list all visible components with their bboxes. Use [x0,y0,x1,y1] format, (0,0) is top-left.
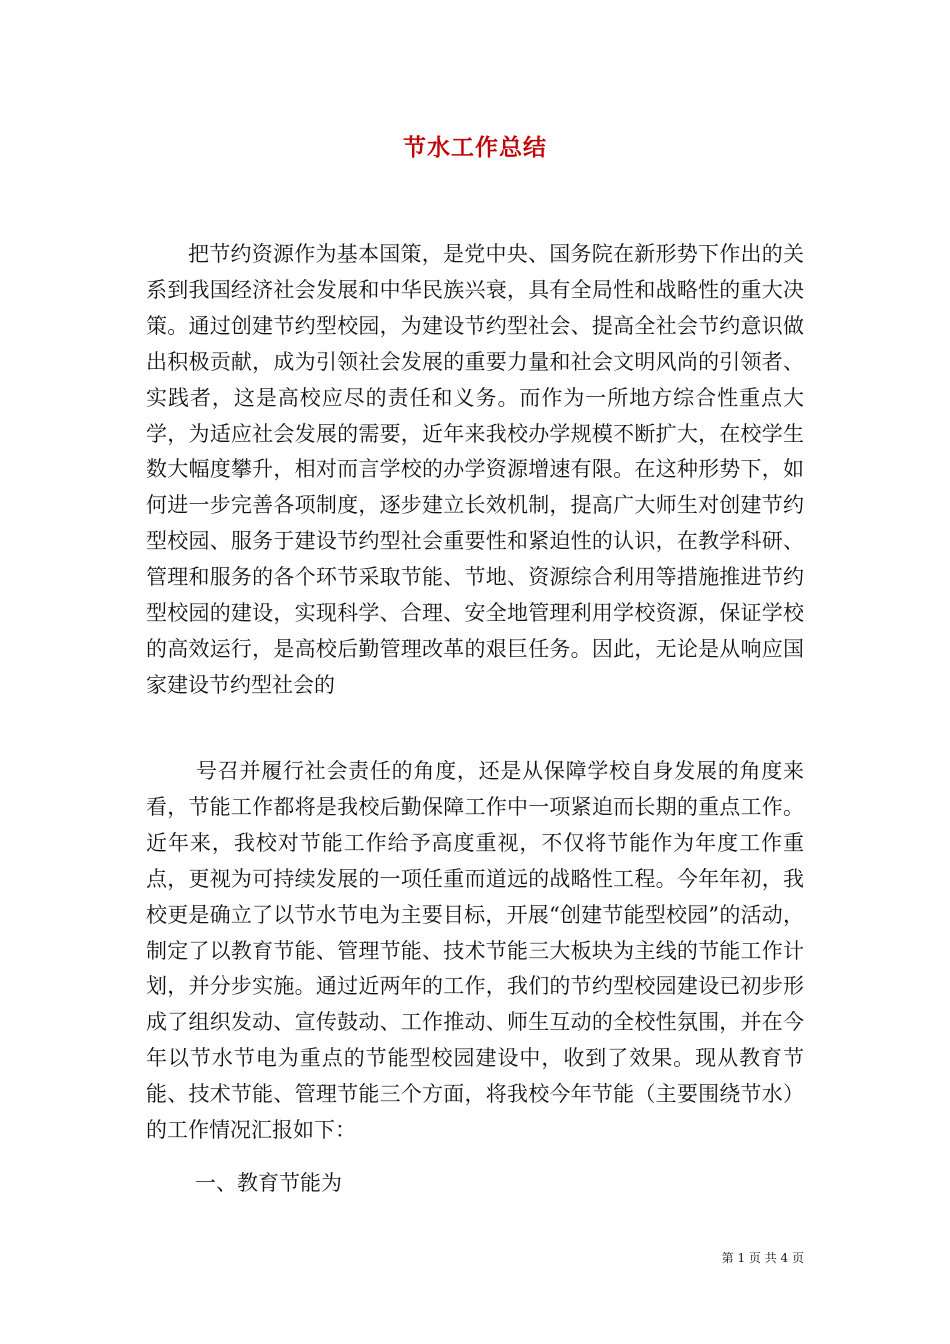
section-heading: 一、教育节能为 [195,1171,342,1195]
page-number-footer: 第 1 页 共 4 页 [721,1251,804,1265]
body-paragraph-2: 号召并履行社会责任的角度，还是从保障学校自身发展的角度来看，节能工作都将是我校后勤保障工作中一项紧迫而长期的重点工作。近年来，我校对节能工作给予高度重视，不仅将节能作为年度工作重点，更视为可持续发展的一项任重而道远的战略性工程。今年年初，我校更是确立了以节水节电为主要目标，开展“创建节能型校园”的活动，制定了以教育节能、管理节能、技术节能三大板块为主线的节能工作计划，并分步实施。通过近两年的工作，我们的节约型校园建设已初步形成了组织发动、宣传鼓动、工作推动、师生互动的全校性氛围，并在今年以节水节电为重点的节能型校园建设中，收到了效果。现从教育节能、技术节能、管理节能三个方面，将我校今年节能（主要围绕节水）的工作情况汇报如下： [146,759,804,1143]
document-title: 节水工作总结 [403,135,547,161]
body-paragraph-1: 把节约资源作为基本国策，是党中央、国务院在新形势下作出的关系到我国经济社会发展和中华民族兴衰，具有全局性和战略性的重大决策。通过创建节约型校园，为建设节约型社会、提高全社会节约意识做出积极贡献，成为引领社会发展的重要力量和社会文明风尚的引领者、实践者，这是高校应尽的责任和义务。而作为一所地方综合性重点大学，为适应社会发展的需要，近年来我校办学规模不断扩大，在校学生数大幅度攀升，相对而言学校的办学资源增速有限。在这种形势下，如何进一步完善各项制度，逐步建立长效机制，提高广大师生对创建节约型校园、服务于建设节约型社会重要性和紧迫性的认识，在教学科研、管理和服务的各个环节采取节能、节地、资源综合利用等措施推进节约型校园的建设，实现科学、合理、安全地管理利用学校资源，保证学校的高效运行，是高校后勤管理改革的艰巨任务。因此，无论是从响应国家建设节约型社会的 [146,242,804,697]
